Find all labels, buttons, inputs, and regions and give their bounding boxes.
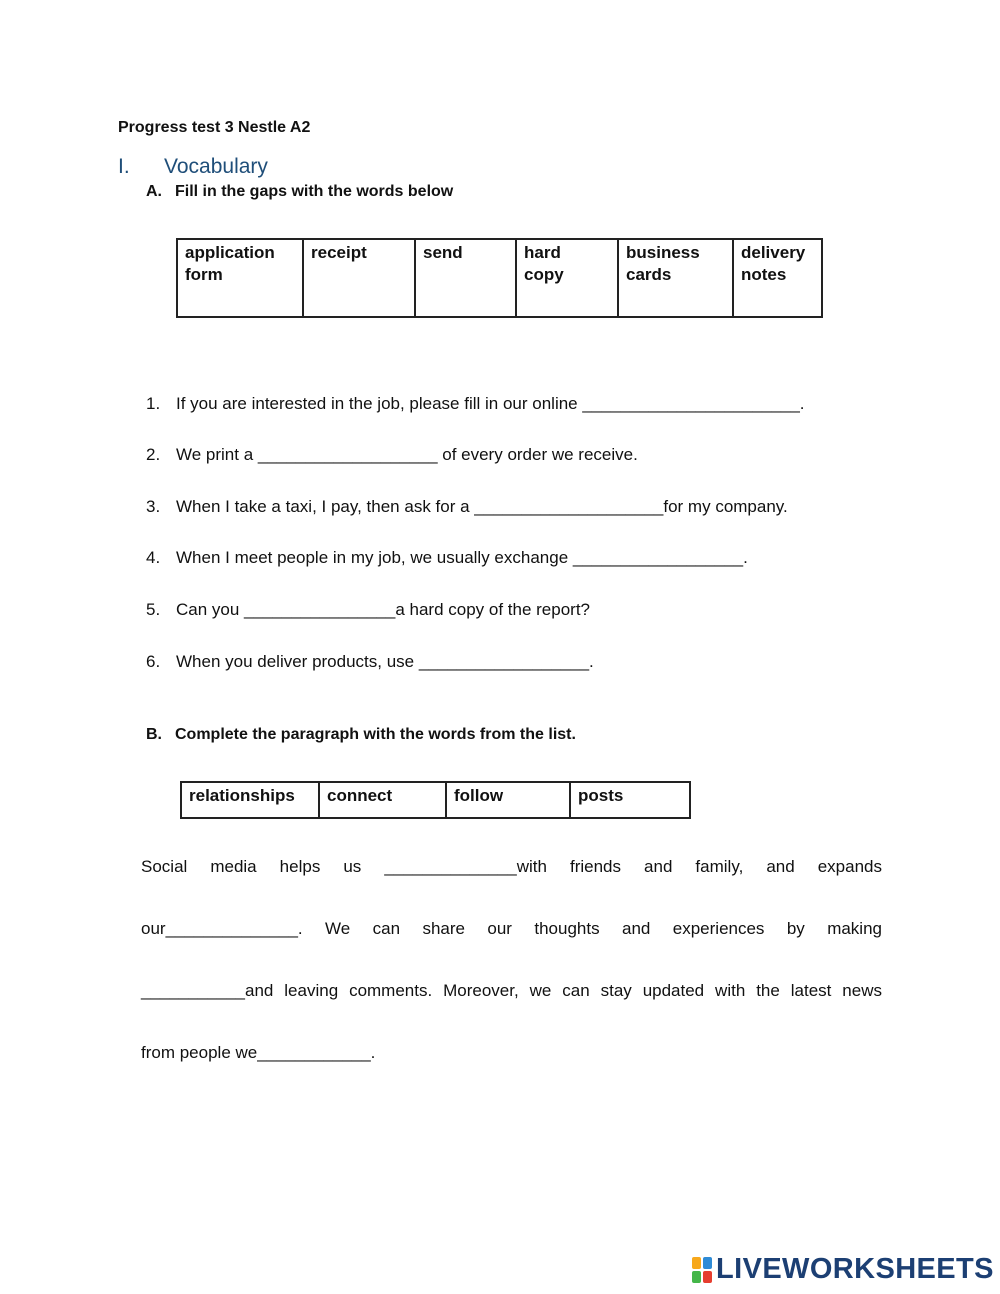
word-bank-a-cell bbox=[733, 239, 822, 317]
question-text: We print a ___________________ of every order we receive. bbox=[176, 445, 638, 464]
word-bank-a-cell bbox=[516, 239, 618, 317]
section-title: Vocabulary bbox=[164, 155, 268, 178]
word-bank-a bbox=[176, 238, 823, 318]
question-number: 2. bbox=[146, 445, 161, 464]
word-bank-b bbox=[180, 781, 691, 819]
word-text: receipt bbox=[311, 243, 367, 262]
word-text: follow bbox=[446, 782, 570, 818]
page-title: Progress test 3 Nestle A2 bbox=[118, 119, 311, 136]
question-text: When I meet people in my job, we usually exchange __________________. bbox=[176, 548, 748, 567]
section-heading bbox=[118, 155, 268, 179]
part-a-letter: A. bbox=[146, 183, 162, 200]
logo-square bbox=[703, 1257, 712, 1269]
liveworksheets-logo bbox=[692, 1253, 994, 1286]
paragraph-line: from people we____________. bbox=[141, 1043, 376, 1062]
part-b-letter: B. bbox=[146, 726, 162, 743]
word-text: copy bbox=[524, 265, 564, 284]
question-item bbox=[146, 600, 590, 620]
word-text: application bbox=[185, 243, 275, 262]
word-text: connect bbox=[319, 782, 446, 818]
word-text: business bbox=[626, 243, 700, 262]
word-text: notes bbox=[741, 265, 787, 284]
word-bank-a-cell bbox=[415, 239, 516, 317]
question-item bbox=[146, 497, 788, 517]
word-text: send bbox=[423, 243, 463, 262]
paragraph-line: ___________and leaving comments. Moreover, we can stay updated with the latest news bbox=[141, 981, 882, 1000]
word-text: posts bbox=[570, 782, 690, 818]
logo-square bbox=[692, 1257, 701, 1269]
part-b-heading bbox=[146, 726, 576, 744]
question-number: 6. bbox=[146, 652, 161, 671]
question-item bbox=[146, 394, 805, 414]
question-item bbox=[146, 445, 638, 465]
part-a-instruction: Fill in the gaps with the words below bbox=[175, 183, 454, 200]
word-text: cards bbox=[626, 265, 672, 284]
question-text: When you deliver products, use __________________. bbox=[176, 652, 594, 671]
word-bank-a-cell bbox=[177, 239, 303, 317]
word-text: delivery bbox=[741, 243, 806, 262]
question-number: 1. bbox=[146, 394, 161, 413]
word-text: form bbox=[185, 265, 223, 284]
word-text: relationships bbox=[181, 782, 319, 818]
question-number: 3. bbox=[146, 497, 161, 516]
logo-square bbox=[703, 1271, 712, 1283]
question-item bbox=[146, 548, 748, 568]
logo-text: LIVEWORKSHEETS bbox=[716, 1253, 994, 1285]
question-text: Can you ________________a hard copy of the report? bbox=[176, 600, 590, 619]
question-item bbox=[146, 652, 594, 672]
part-b-instruction: Complete the paragraph with the words from the list. bbox=[175, 726, 576, 743]
paragraph-line: our______________. We can share our thoughts and experiences by making bbox=[141, 919, 882, 938]
question-text: When I take a taxi, I pay, then ask for a ____________________for my company. bbox=[176, 497, 788, 516]
logo-square bbox=[692, 1271, 701, 1283]
question-text: If you are interested in the job, please fill in our online _______________________. bbox=[176, 394, 805, 413]
word-bank-a-cell bbox=[303, 239, 415, 317]
question-number: 4. bbox=[146, 548, 161, 567]
paragraph-line: Social media helps us ______________with friends and family, and expands bbox=[141, 857, 882, 876]
question-number: 5. bbox=[146, 600, 161, 619]
section-numeral: I. bbox=[118, 155, 130, 178]
logo-mark-icon bbox=[692, 1257, 712, 1283]
word-bank-a-cell bbox=[618, 239, 733, 317]
part-a-heading bbox=[146, 183, 453, 201]
word-text: hard bbox=[524, 243, 561, 262]
